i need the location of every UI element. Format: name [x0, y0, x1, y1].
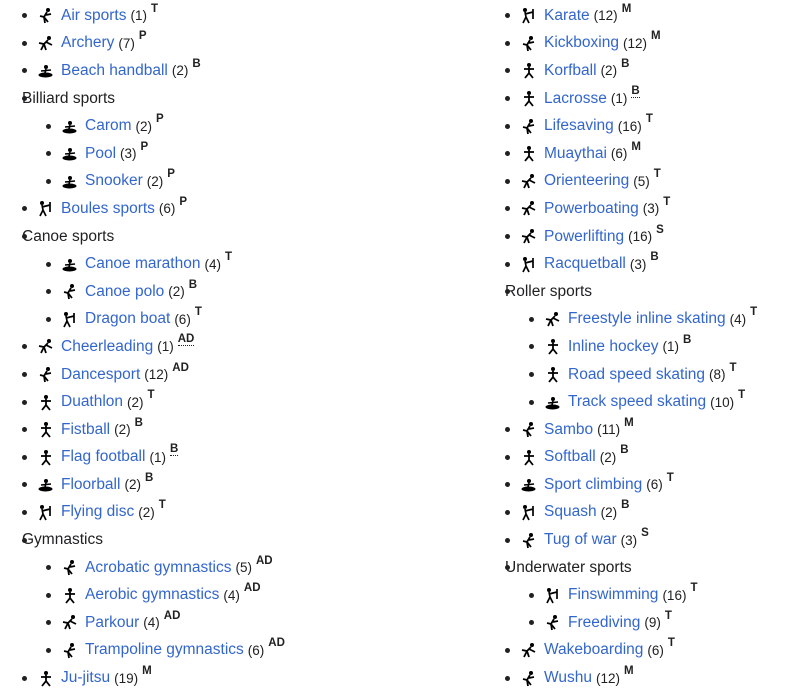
list-bullet: [22, 13, 27, 18]
list-bullet: [505, 262, 510, 267]
parkour-icon[interactable]: [61, 614, 78, 631]
event-count: (2): [114, 422, 131, 438]
flag-football-icon[interactable]: [37, 449, 54, 466]
list-bullet: [505, 455, 510, 460]
air-sports-icon[interactable]: [37, 7, 54, 24]
lacrosse-icon[interactable]: [520, 90, 537, 107]
event-count: (4): [204, 256, 221, 272]
level-badge: T: [194, 306, 202, 319]
event-count: (3): [620, 532, 638, 548]
list-item: [505, 581, 787, 609]
sport-link[interactable]: Tug of war: [544, 531, 617, 549]
level-badge: T: [224, 251, 232, 264]
event-count: (4): [143, 615, 160, 631]
list-bullet: [505, 13, 510, 18]
list-bullet: [505, 676, 510, 681]
sport-link[interactable]: Carom: [85, 117, 132, 135]
list-item: [22, 554, 472, 582]
finswimming-icon[interactable]: [544, 587, 561, 604]
list-bullet: [505, 151, 510, 156]
list-bullet: [22, 372, 27, 377]
list-bullet: [505, 482, 510, 487]
event-count: (1): [130, 8, 147, 24]
event-count: (10): [710, 394, 735, 410]
powerboating-icon[interactable]: [520, 200, 537, 217]
archery-icon[interactable]: [37, 35, 54, 52]
event-count: (2): [124, 477, 141, 493]
event-count: (11): [597, 422, 621, 438]
level-badge: T: [653, 168, 661, 181]
level-badge: T: [666, 471, 674, 484]
canoe-polo-icon[interactable]: [61, 283, 78, 300]
level-badge: T: [147, 389, 155, 402]
list-bullet: [505, 234, 510, 239]
sport-link[interactable]: Flag football: [61, 448, 146, 466]
list-item: [505, 30, 787, 58]
level-badge: AD: [163, 609, 181, 622]
sport-link[interactable]: Freestyle inline skating: [568, 310, 726, 328]
level-badge: AD: [172, 361, 189, 374]
sport-link[interactable]: Lacrosse: [544, 89, 607, 107]
sport-link[interactable]: Lifesaving: [544, 117, 614, 135]
level-badge: T: [645, 113, 653, 126]
list-item: [505, 526, 787, 554]
sport-climbing-icon[interactable]: [520, 476, 537, 493]
list-bullet: [22, 427, 27, 432]
level-badge: P: [156, 113, 164, 126]
list-bullet: [22, 455, 27, 460]
tug-of-war-icon[interactable]: [520, 532, 537, 549]
event-count: (9): [644, 615, 661, 631]
freestyle-skating-icon[interactable]: [544, 311, 561, 328]
list-item: [22, 195, 472, 223]
sport-link[interactable]: Finswimming: [568, 586, 659, 604]
list-bullet: [505, 68, 510, 73]
list-item: [505, 416, 787, 444]
list-item: [505, 168, 787, 196]
list-bullet: [505, 538, 510, 543]
list-item: [505, 333, 787, 361]
list-item: [505, 388, 787, 416]
aerobic-gymnastics-icon[interactable]: [61, 587, 78, 604]
inline-hockey-icon[interactable]: [544, 338, 561, 355]
list-bullet: [22, 206, 27, 211]
sport-link[interactable]: Inline hockey: [568, 337, 659, 355]
sport-link[interactable]: Flying disc: [61, 503, 135, 521]
list-bullet: [529, 317, 534, 322]
list-item: [22, 30, 472, 58]
kickboxing-icon[interactable]: [520, 35, 537, 52]
list-bullet: [22, 482, 27, 487]
list-item: [505, 57, 787, 85]
sport-link[interactable]: Korfball: [544, 61, 597, 79]
list-bullet: [505, 124, 510, 129]
category-heading: [505, 554, 787, 582]
event-count: (16): [628, 229, 653, 245]
event-count: (1): [149, 449, 166, 465]
list-item: [505, 223, 787, 251]
level-badge: T: [664, 609, 672, 622]
list-bullet: [529, 593, 534, 598]
sport-link[interactable]: Orienteering: [544, 172, 630, 190]
level-badge: B: [621, 57, 630, 70]
list-bullet: [46, 620, 51, 625]
list-item: [22, 499, 472, 527]
sport-link[interactable]: Duathlon: [61, 393, 124, 411]
softball-icon[interactable]: [520, 449, 537, 466]
fistball-icon[interactable]: [37, 421, 54, 438]
event-count: (5): [235, 560, 252, 576]
list-bullet: [22, 676, 27, 681]
list-item: [505, 609, 787, 637]
floorball-icon[interactable]: [37, 476, 54, 493]
event-count: (3): [642, 201, 660, 217]
list-item: [22, 581, 472, 609]
level-badge: P: [179, 195, 188, 208]
event-count: (6): [610, 146, 628, 162]
list-item: [22, 444, 472, 472]
list-item: [505, 471, 787, 499]
level-badge: P: [140, 140, 149, 153]
list-item: [22, 2, 472, 30]
level-badge: T: [738, 389, 746, 402]
level-badge: T: [729, 361, 737, 374]
dancesport-icon[interactable]: [37, 366, 54, 383]
level-badge: M: [650, 30, 661, 43]
category-heading: [22, 526, 472, 554]
dragon-boat-icon[interactable]: [61, 311, 78, 328]
event-count: (2): [127, 394, 144, 410]
event-count: (2): [138, 504, 155, 520]
level-badge: B: [631, 84, 640, 97]
event-count: (16): [662, 587, 687, 603]
sport-link[interactable]: Canoe polo: [85, 282, 165, 300]
level-badge: B: [650, 251, 659, 264]
wushu-icon[interactable]: [520, 670, 537, 687]
list-bullet: [505, 648, 510, 653]
sports-list-right: [505, 2, 787, 692]
level-badge: P: [138, 30, 147, 43]
event-count: (12): [595, 670, 620, 686]
level-badge: B: [169, 443, 179, 456]
sport-link[interactable]: Sport climbing: [544, 475, 643, 493]
list-bullet: [46, 317, 51, 322]
level-badge: T: [150, 2, 158, 15]
event-count: (4): [729, 311, 747, 327]
duathlon-icon[interactable]: [37, 394, 54, 411]
list-bullet: [46, 593, 51, 598]
list-bullet: [46, 648, 51, 653]
level-badge: B: [682, 333, 692, 346]
boules-icon[interactable]: [37, 200, 54, 217]
sport-link[interactable]: Ju-jitsu: [61, 669, 111, 687]
sport-link[interactable]: Sambo: [544, 420, 594, 438]
canoe-marathon-icon[interactable]: [61, 256, 78, 273]
list-item: [22, 388, 472, 416]
sport-link[interactable]: Aerobic gymnastics: [85, 586, 220, 604]
list-bullet: [505, 206, 510, 211]
sport-link[interactable]: Parkour: [85, 613, 140, 631]
event-count: (3): [629, 256, 647, 272]
list-bullet: [22, 400, 27, 405]
list-bullet: [46, 124, 51, 129]
list-bullet: [46, 565, 51, 570]
level-badge: M: [621, 2, 632, 15]
list-bullet: [529, 620, 534, 625]
billiards-icon[interactable]: [61, 173, 78, 190]
sport-link[interactable]: Snooker: [85, 172, 143, 190]
sport-link[interactable]: Air sports: [61, 6, 127, 24]
level-badge: T: [750, 306, 758, 319]
level-badge: M: [623, 665, 634, 678]
sport-link[interactable]: Karate: [544, 6, 590, 24]
acrobatic-gymnastics-icon[interactable]: [61, 559, 78, 576]
powerlifting-icon[interactable]: [520, 228, 537, 245]
list-bullet: [46, 289, 51, 294]
list-bullet: [505, 179, 510, 184]
level-badge: AD: [255, 554, 273, 567]
list-item: [505, 306, 787, 334]
sport-link[interactable]: Freediving: [568, 613, 641, 631]
level-badge: T: [663, 195, 671, 208]
sport-link[interactable]: Track speed skating: [568, 393, 707, 411]
category-label: Roller sports: [505, 282, 592, 300]
category-heading: [22, 85, 472, 113]
list-item: [505, 637, 787, 665]
level-badge: AD: [268, 637, 285, 650]
sport-link[interactable]: Muaythai: [544, 144, 607, 162]
sport-link[interactable]: Boules sports: [61, 199, 155, 217]
sport-link[interactable]: Beach handball: [61, 61, 168, 79]
list-item: [22, 416, 472, 444]
event-count: (6): [247, 642, 265, 658]
sport-link[interactable]: Floorball: [61, 475, 121, 493]
category-label: Underwater sports: [505, 558, 632, 576]
event-count: (6): [174, 311, 191, 327]
level-badge: AD: [243, 582, 261, 595]
list-item: [22, 57, 472, 85]
billiards-icon[interactable]: [61, 118, 78, 135]
event-count: (5): [633, 173, 650, 189]
level-badge: T: [158, 499, 166, 512]
event-count: (16): [617, 118, 642, 134]
list-item: [22, 333, 472, 361]
category-label: Canoe sports: [22, 227, 115, 245]
level-badge: T: [690, 582, 698, 595]
list-bullet: [505, 41, 510, 46]
sport-link[interactable]: Acrobatic gymnastics: [85, 558, 232, 576]
karate-icon[interactable]: [520, 7, 537, 24]
list-item: [22, 250, 472, 278]
category-heading: [22, 223, 472, 251]
event-count: (6): [646, 477, 663, 493]
category-label: Gymnastics: [22, 531, 103, 549]
sport-link[interactable]: Fistball: [61, 420, 111, 438]
sport-link[interactable]: Squash: [544, 503, 597, 521]
level-badge: P: [167, 168, 175, 181]
level-badge: B: [620, 444, 629, 457]
sport-link[interactable]: Canoe marathon: [85, 255, 201, 273]
sport-link[interactable]: Trampoline gymnastics: [85, 641, 244, 659]
sport-link[interactable]: Dragon boat: [85, 310, 171, 328]
list-bullet: [46, 151, 51, 156]
list-bullet: [46, 179, 51, 184]
list-item: [505, 664, 787, 692]
road-speed-skating-icon[interactable]: [544, 366, 561, 383]
list-item: [22, 471, 472, 499]
event-count: (12): [622, 35, 647, 51]
korfball-icon[interactable]: [520, 62, 537, 79]
lifesaving-icon[interactable]: [520, 118, 537, 135]
level-badge: B: [134, 416, 143, 429]
muaythai-icon[interactable]: [520, 145, 537, 162]
level-badge: S: [656, 223, 664, 236]
sport-link[interactable]: Racquetball: [544, 255, 626, 273]
event-count: (2): [135, 118, 153, 134]
list-item: [22, 140, 472, 168]
list-bullet: [22, 344, 27, 349]
event-count: (2): [171, 63, 189, 79]
list-bullet: [505, 510, 510, 515]
event-count: (2): [600, 63, 618, 79]
list-bullet: [22, 41, 27, 46]
list-bullet: [529, 400, 534, 405]
event-count: (2): [599, 449, 617, 465]
event-count: (6): [647, 642, 664, 658]
category-heading: [505, 278, 787, 306]
sport-link[interactable]: Dancesport: [61, 365, 141, 383]
list-item: [505, 444, 787, 472]
sport-link[interactable]: Archery: [61, 34, 115, 52]
event-count: (7): [118, 35, 135, 51]
wakeboarding-icon[interactable]: [520, 642, 537, 659]
event-count: (2): [168, 284, 185, 300]
list-bullet: [505, 427, 510, 432]
event-count: (4): [223, 587, 240, 603]
level-badge: S: [641, 527, 649, 540]
level-badge: M: [631, 140, 641, 153]
sport-link[interactable]: Road speed skating: [568, 365, 706, 383]
sport-link[interactable]: Wakeboarding: [544, 641, 644, 659]
list-bullet: [505, 96, 510, 101]
racquetball-icon[interactable]: [520, 256, 537, 273]
cheerleading-icon[interactable]: [37, 338, 54, 355]
event-count: (3): [120, 146, 137, 162]
level-badge: B: [192, 57, 201, 70]
beach-handball-icon[interactable]: [37, 62, 54, 79]
list-bullet: [529, 344, 534, 349]
level-badge: T: [667, 637, 675, 650]
list-bullet: [22, 68, 27, 73]
event-count: (1): [610, 91, 628, 107]
list-item: [22, 278, 472, 306]
list-bullet: [22, 510, 27, 515]
list-item: [505, 112, 787, 140]
sambo-icon[interactable]: [520, 421, 537, 438]
sport-link[interactable]: Kickboxing: [544, 34, 619, 52]
list-item: [22, 306, 472, 334]
sport-link[interactable]: Powerlifting: [544, 227, 625, 245]
list-item: [505, 2, 787, 30]
sport-link[interactable]: Powerboating: [544, 199, 639, 217]
sport-link[interactable]: Wushu: [544, 669, 592, 687]
list-item: [22, 609, 472, 637]
list-bullet: [529, 372, 534, 377]
sport-link[interactable]: Cheerleading: [61, 337, 154, 355]
list-item: [22, 168, 472, 196]
level-badge: AD: [177, 332, 195, 345]
squash-icon[interactable]: [520, 504, 537, 521]
event-count: (19): [114, 670, 139, 686]
sport-link[interactable]: Pool: [85, 144, 117, 162]
orienteering-icon[interactable]: [520, 173, 537, 190]
level-badge: M: [624, 416, 634, 429]
list-item: [22, 361, 472, 389]
event-count: (12): [593, 8, 618, 24]
freediving-icon[interactable]: [544, 614, 561, 631]
list-item: [505, 195, 787, 223]
event-count: (12): [144, 367, 169, 383]
list-item: [505, 140, 787, 168]
event-count: (8): [709, 367, 726, 383]
flying-disc-icon[interactable]: [37, 504, 54, 521]
trampoline-icon[interactable]: [61, 642, 78, 659]
list-item: [505, 250, 787, 278]
event-count: (6): [158, 201, 176, 217]
track-speed-skating-icon[interactable]: [544, 394, 561, 411]
event-count: (2): [600, 504, 618, 520]
event-count: (2): [146, 173, 164, 189]
level-badge: B: [144, 471, 154, 484]
category-label: Billiard sports: [22, 89, 116, 107]
level-badge: B: [621, 499, 630, 512]
list-item: [505, 499, 787, 527]
sport-link[interactable]: Softball: [544, 448, 596, 466]
event-count: (1): [157, 339, 174, 355]
billiards-icon[interactable]: [61, 145, 78, 162]
list-item: [505, 361, 787, 389]
list-item: [22, 112, 472, 140]
list-item: [22, 637, 472, 665]
level-badge: B: [188, 278, 198, 291]
ju-jitsu-icon[interactable]: [37, 670, 54, 687]
sports-list-left: [22, 2, 472, 692]
list-item: [22, 664, 472, 692]
event-count: (1): [662, 339, 679, 355]
level-badge: M: [142, 665, 152, 678]
list-item: [505, 85, 787, 113]
list-bullet: [46, 262, 51, 267]
